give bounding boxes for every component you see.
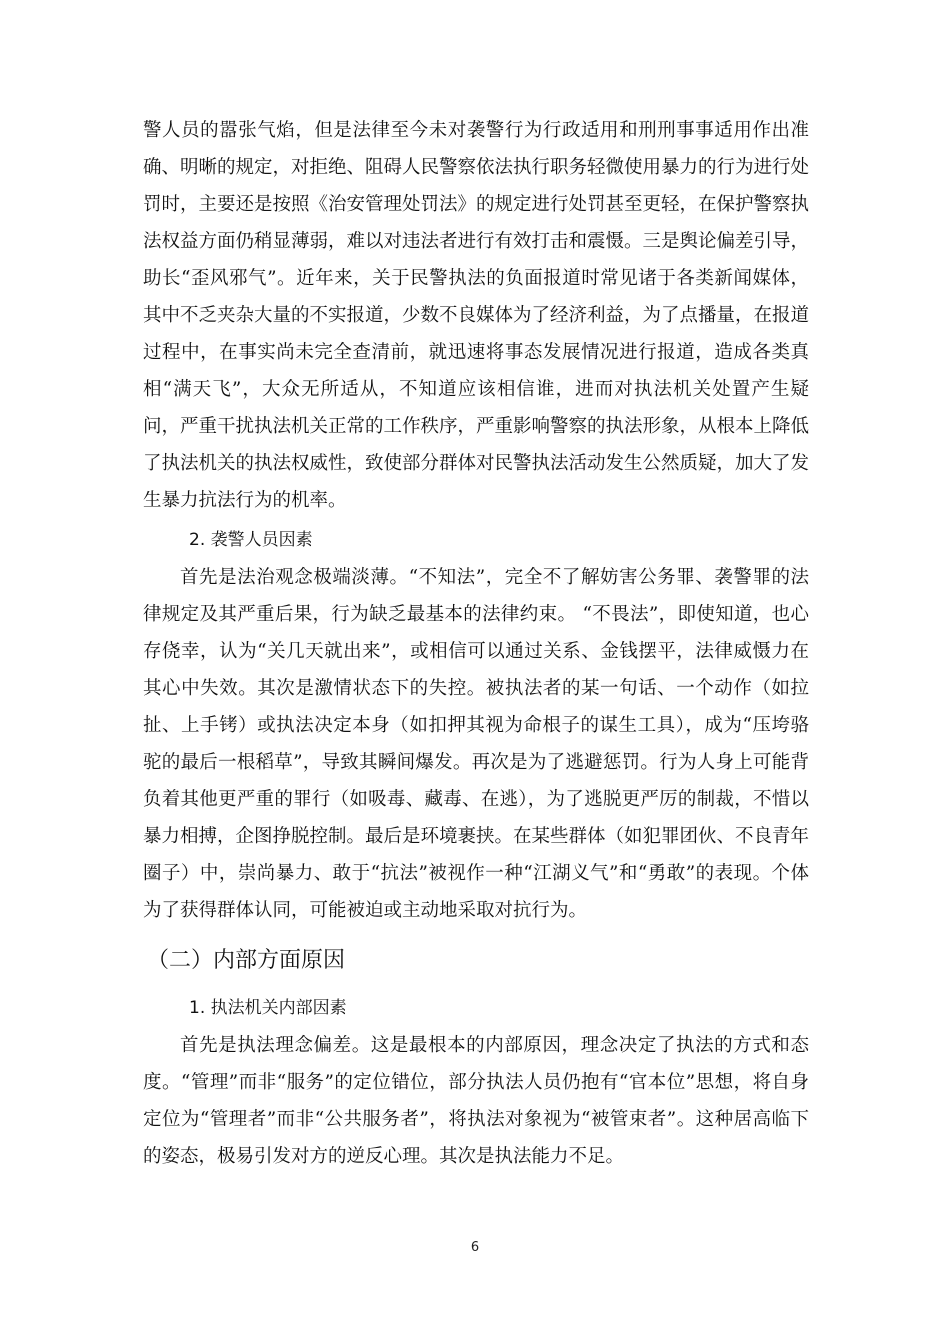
body-paragraph: 警人员的嚣张气焰，但是法律至今未对袭警行为行政适用和刑刑事事适用作出准确、明晰的规定，对拒绝、阻碍人民警察依法执行职务轻微使用暴力的行为进行处罚时，主要还是按照《治安管理处罚法》的规定进行处罚甚至更轻，在保护警察执法权益方面仍稍显薄弱，难以对违法者进行有效打击和震慑。三是舆论偏差引导，助长“歪风邪气”。近年来，关于民警执法的负面报道时常见诸于各类新闻媒体，其中不乏夹杂大量的不实报道，少数不良媒体为了经济利益，为了点播量，在报道过程中，在事实尚未完全查清前，就迅速将事态发展情况进行报道，造成各类真相“满天飞”，大众无所适从，不知道应该相信谁，进而对执法机关处置产生疑问，严重干扰执法机关正常的工作秩序，严重影响警察的执法形象，从根本上降低了执法机关的执法权威性，致使部分群体对民警执法活动发生公然质疑，加大了发生暴力抗法行为的机率。 [143, 120, 810, 511]
page-body [143, 112, 809, 1175]
subheading-agency-internal-factors: 1. 执法机关内部因素 [189, 998, 347, 1018]
body-paragraph: 首先是执法理念偏差。这是最根本的内部原因，理念决定了执法的方式和态度。“管理”而非“服务”的定位错位，部分执法人员仍抱有“官本位”思想，将自身定位为“管理者”而非“公共服务者”，将执法对象视为“被管束者”。这种居高临下的姿态，极易引发对方的逆反心理。其次是执法能力不足。 [143, 1035, 809, 1167]
body-paragraph: 首先是法治观念极端淡薄。“不知法”，完全不了解妨害公务罪、袭警罪的法律规定及其严重后果，行为缺乏最基本的法律约束。 “不畏法”，即使知道，也心存侥幸，认为“关几天就出来”，或相信可以通过关系、金钱摆平，法律威慑力在其心中失效。其次是激情状态下的失控。被执法者的某一句话、一个动作（如拉扯、上手铐）或执法决定本身（如扣押其视为命根子的谋生工具），成为“压垮骆驼的最后一根稻草”，导致其瞬间爆发。再次是为了逃避惩罚。行为人身上可能背负着其他更严重的罪行（如吸毒、藏毒、在逃），为了逃脱更严厉的制裁，不惜以暴力相搏，企图挣脱控制。最后是环境裹挟。在某些群体（如犯罪团伙、不良青年圈子）中，崇尚暴力、敢于“抗法”被视作一种“江湖义气”和“勇敢”的表现。个体为了获得群体认同，可能被迫或主动地采取对抗行为。 [143, 567, 810, 921]
subheading-attacker-factors: 2. 袭警人员因素 [189, 530, 313, 550]
section-heading-internal-causes: （二）内部方面原因 [147, 948, 346, 973]
page-number: 6 [470, 1240, 480, 1255]
